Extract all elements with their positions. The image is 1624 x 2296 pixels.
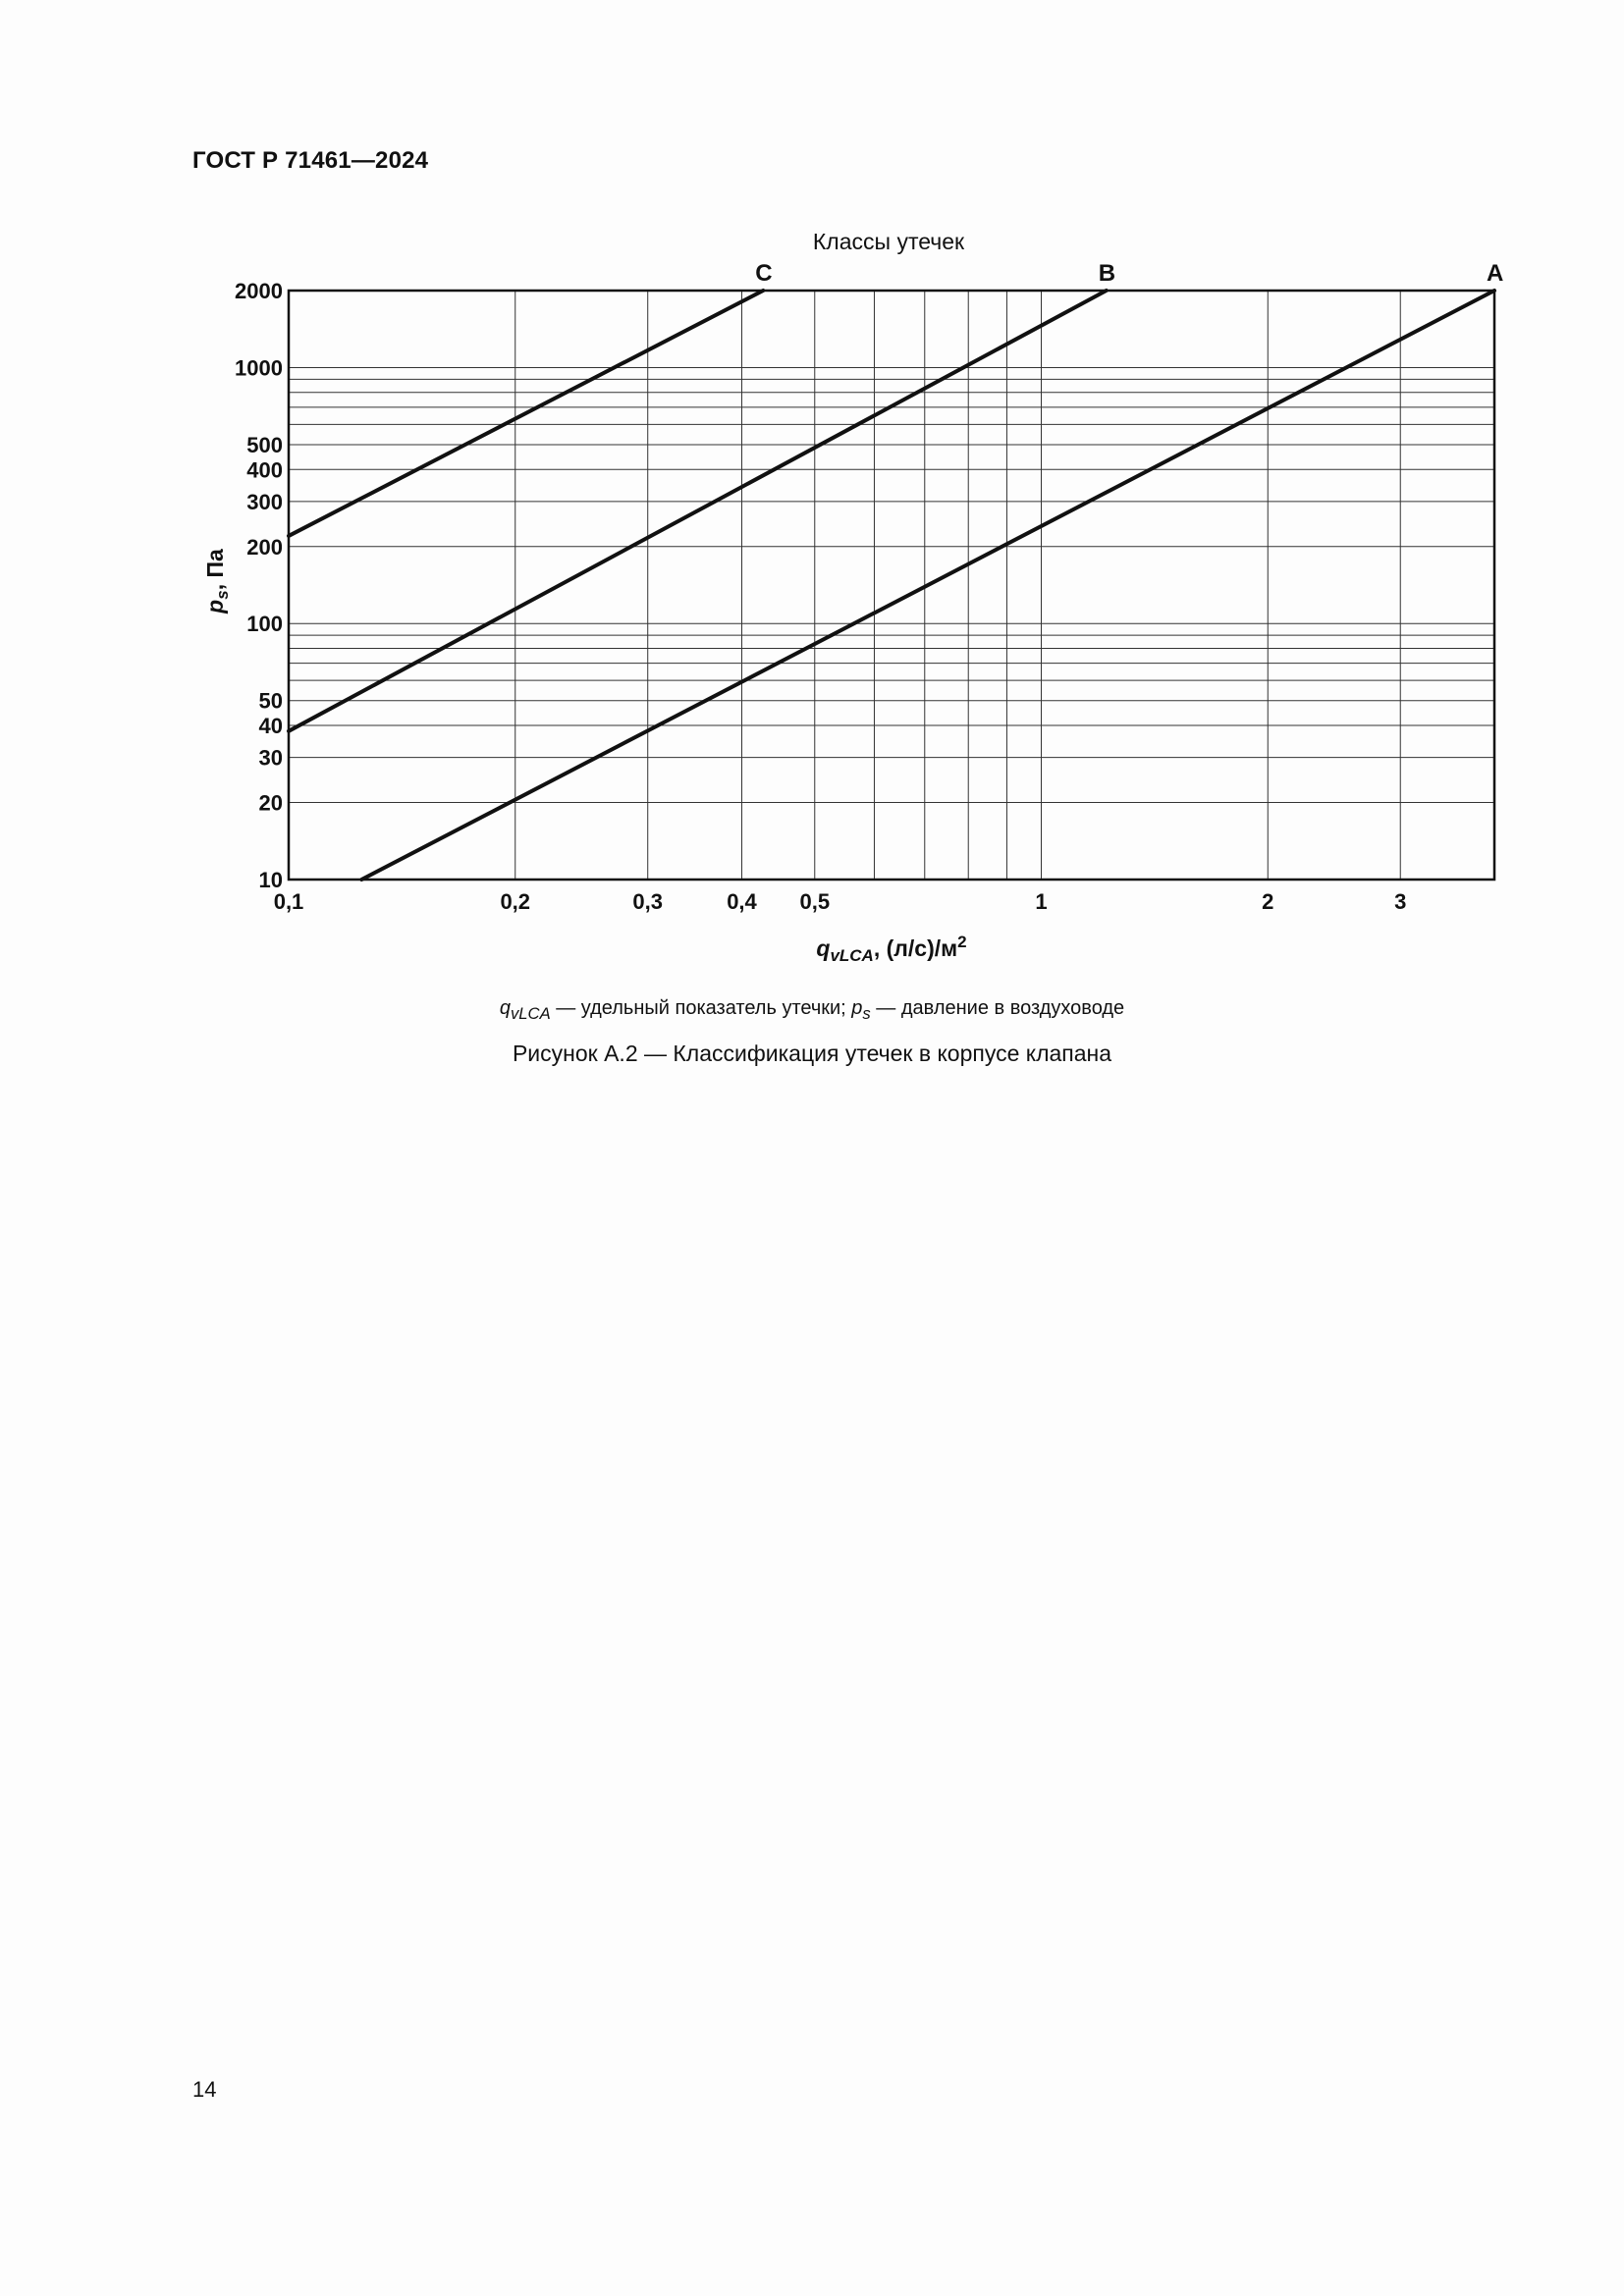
series-label-C: C — [755, 260, 773, 287]
y-tick-label: 400 — [246, 457, 283, 483]
x-tick-label: 0,5 — [799, 889, 831, 914]
x-axis-subscript: vLCA — [830, 946, 874, 965]
x-axis-units: , (л/с)/м — [873, 935, 958, 961]
x-tick-label: 2 — [1262, 889, 1274, 914]
tick-label-layer — [235, 279, 1406, 914]
series-line-C — [289, 291, 763, 536]
legend-p-symbol: p — [851, 997, 863, 1019]
y-tick-label: 300 — [246, 489, 283, 514]
x-tick-label: 1 — [1035, 889, 1048, 914]
x-tick-label: 3 — [1394, 889, 1407, 914]
legend-q-text: — удельный показатель утечки; — [550, 997, 852, 1019]
y-tick-label: 20 — [258, 790, 283, 816]
chart-title: Классы утечек — [812, 229, 965, 254]
legend-p-subscript: s — [862, 1004, 871, 1023]
y-tick-label: 1000 — [235, 355, 283, 381]
figure-caption: Рисунок А.2 — Классификация утечек в корпусе клапана — [512, 1041, 1112, 1066]
series-label-A: A — [1487, 260, 1504, 287]
x-tick-label: 0,2 — [500, 889, 531, 914]
y-tick-label: 500 — [246, 432, 283, 457]
series-label-B: B — [1098, 260, 1116, 287]
y-tick-label: 40 — [258, 714, 283, 739]
series-label-layer — [755, 260, 1503, 287]
series-line-B — [289, 291, 1107, 731]
x-axis-symbol: q — [816, 935, 831, 961]
document-header: ГОСТ Р 71461—2024 — [192, 147, 429, 174]
y-axis-label — [202, 549, 232, 614]
y-axis-units: , Па — [202, 549, 228, 591]
y-tick-label: 100 — [246, 612, 283, 637]
x-tick-label: 0,4 — [727, 889, 757, 914]
x-tick-label: 0,3 — [632, 889, 664, 914]
x-axis-superscript: 2 — [957, 933, 967, 951]
page-number: 14 — [192, 2077, 217, 2102]
x-axis-label — [816, 933, 966, 965]
legend-q-subscript: vLCA — [510, 1004, 551, 1023]
x-tick-label: 0,1 — [273, 889, 304, 914]
y-axis-subscript: s — [213, 590, 232, 600]
y-tick-label: 10 — [258, 868, 283, 892]
legend-q-symbol: q — [499, 997, 511, 1019]
y-tick-label: 30 — [258, 745, 283, 771]
y-tick-label: 50 — [258, 688, 283, 714]
leakage-class-chart — [0, 0, 1624, 982]
grid-layer — [289, 291, 1494, 880]
y-tick-label: 2000 — [235, 279, 283, 303]
y-tick-label: 200 — [246, 534, 283, 560]
legend-p-text: — давление в воздуховоде — [870, 997, 1125, 1019]
figure-legend — [0, 997, 1624, 1024]
y-axis-symbol: p — [202, 599, 228, 614]
